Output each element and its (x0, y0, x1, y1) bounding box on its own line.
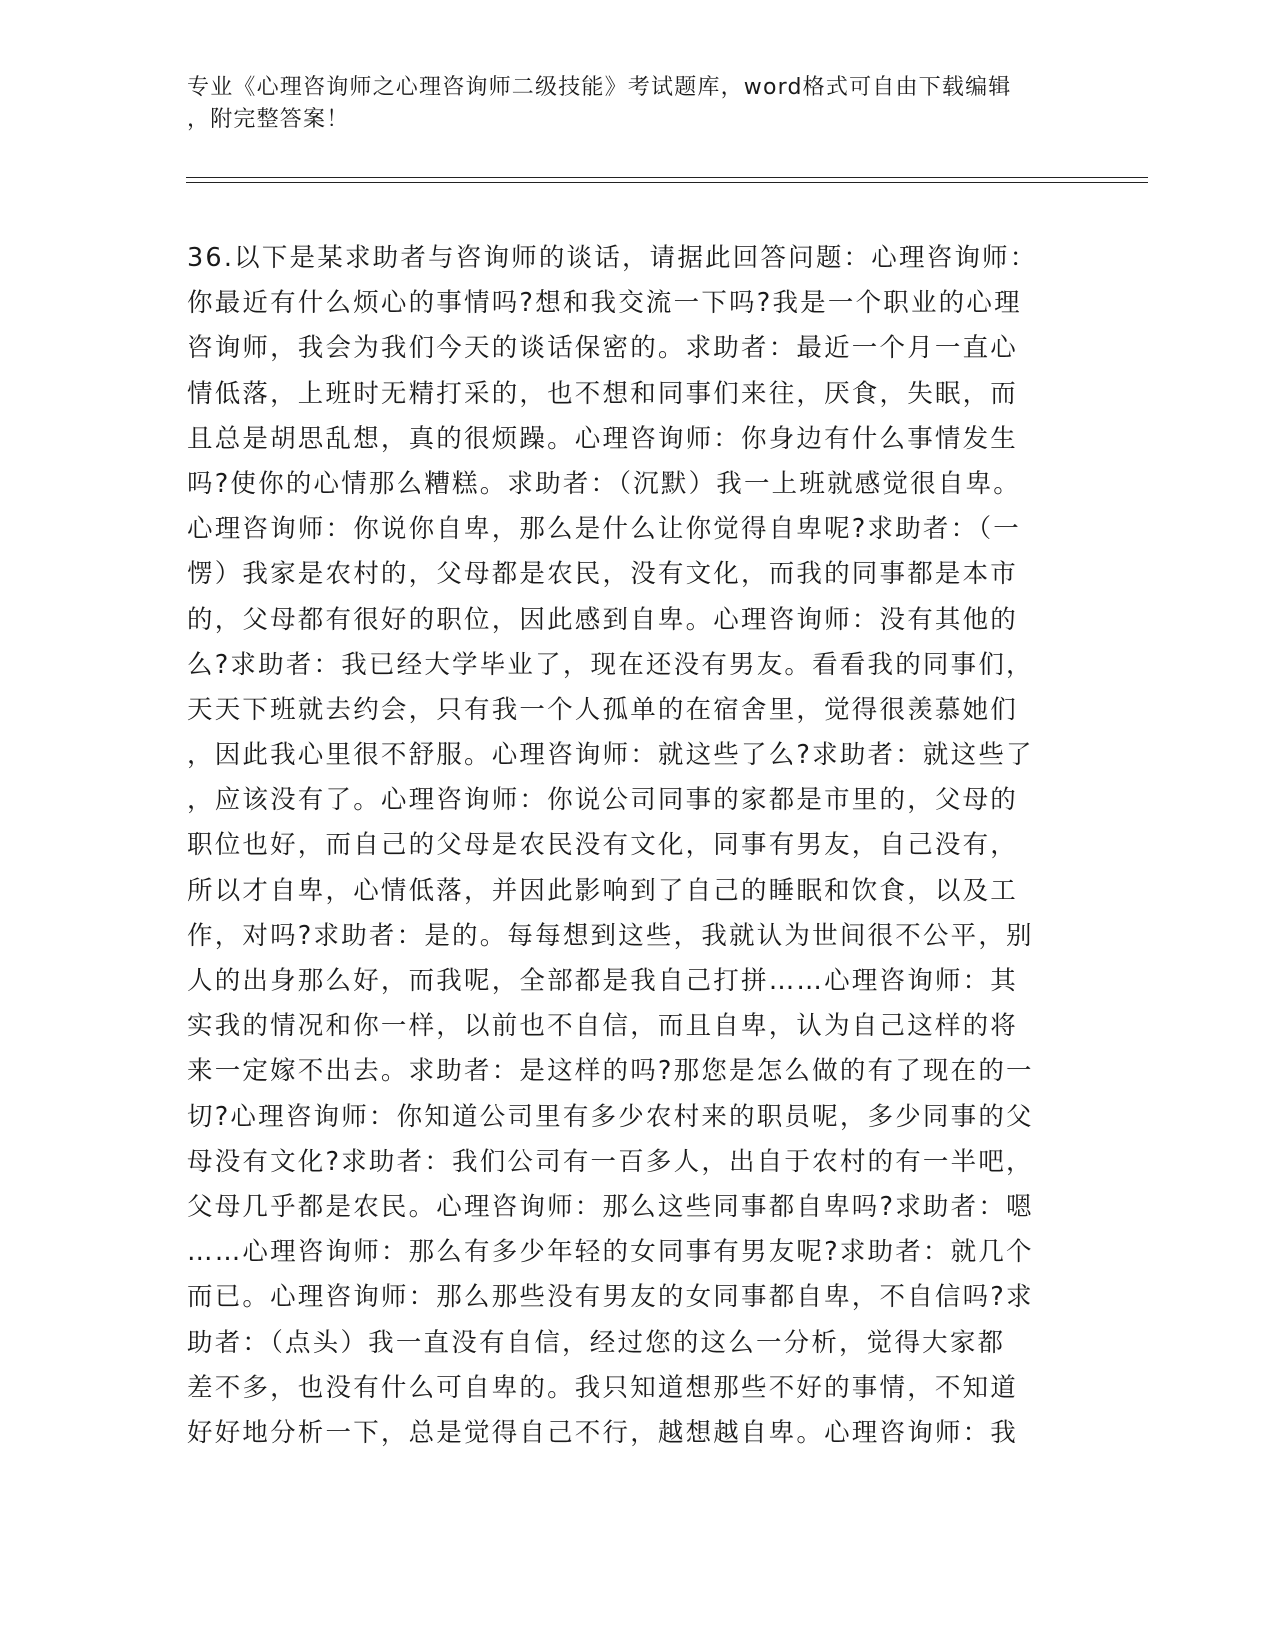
text-line: 愣）我家是农村的，父母都是农民，没有文化，而我的同事都是本市 (187, 559, 1019, 590)
header-line: ，附完整答案！ (187, 107, 350, 132)
text-line: 么?求助者：我已经大学毕业了，现在还没有男友。看看我的同事们， (187, 649, 1034, 680)
text-line: 天天下班就去约会，只有我一个人孤单的在宿舍里，觉得很羡慕她们 (187, 694, 1019, 725)
header-divider-top (186, 177, 1148, 178)
text-line: 你最近有什么烦心的事情吗?想和我交流一下吗?我是一个职业的心理 (187, 288, 1022, 319)
text-line: 且总是胡思乱想，真的很烦躁。心理咨询师：你身边有什么事情发生 (187, 423, 1019, 454)
text-line: 职位也好，而自己的父母是农民没有文化，同事有男友，自己没有， (187, 830, 1019, 861)
header-line: 专业《心理咨询师之心理咨询师二级技能》考试题库，word格式可自由下载编辑 (187, 75, 1012, 100)
text-line: ……心理咨询师：那么有多少年轻的女同事有男友呢?求助者：就几个 (187, 1237, 1034, 1268)
header-divider-bottom (186, 182, 1148, 183)
text-line: 好好地分析一下，总是觉得自己不行，越想越自卑。心理咨询师：我 (187, 1417, 1019, 1448)
text-line: 人的出身那么好，而我呢，全部都是我自己打拼……心理咨询师：其 (187, 966, 1019, 996)
text-line: 咨询师，我会为我们今天的谈话保密的。求助者：最近一个月一直心 (187, 333, 1019, 364)
text-line: 情低落，上班时无精打采的，也不想和同事们来往，厌食，失眠，而 (187, 378, 1019, 409)
question-36-text (187, 236, 1067, 1456)
text-line: 实我的情况和你一样，以前也不自信，而且自卑，认为自己这样的将 (187, 1011, 1019, 1042)
text-line: 所以才自卑，心情低落，并因此影响到了自己的睡眠和饮食，以及工 (187, 875, 1019, 906)
text-line: 切?心理咨询师：你知道公司里有多少农村来的职员呢，多少同事的父 (187, 1101, 1034, 1132)
text-line: 差不多，也没有什么可自卑的。我只知道想那些不好的事情，不知道 (187, 1372, 1019, 1403)
text-line: 父母几乎都是农民。心理咨询师：那么这些同事都自卑吗?求助者：嗯 (187, 1191, 1034, 1222)
text-line: 作，对吗?求助者：是的。每每想到这些，我就认为世间很不公平，别 (187, 920, 1034, 951)
text-line: 来一定嫁不出去。求助者：是这样的吗?那您是怎么做的有了现在的一 (187, 1056, 1034, 1087)
text-line: 母没有文化?求助者：我们公司有一百多人，出自于农村的有一半吧， (187, 1146, 1034, 1177)
text-line: 助者：（点头）我一直没有自信，经过您的这么一分析，觉得大家都 (187, 1327, 1006, 1358)
text-line: ，因此我心里很不舒服。心理咨询师：就这些了么?求助者：就这些了 (187, 740, 1034, 771)
text-line: ，应该没有了。心理咨询师：你说公司同事的家都是市里的，父母的 (187, 785, 1019, 816)
text-line: 36.以下是某求助者与咨询师的谈话，请据此回答问题：心理咨询师： (187, 243, 1038, 273)
text-line: 的，父母都有很好的职位，因此感到自卑。心理咨询师：没有其他的 (187, 604, 1019, 635)
text-line: 而已。心理咨询师：那么那些没有男友的女同事都自卑，不自信吗?求 (187, 1282, 1034, 1313)
text-line: 心理咨询师：你说你自卑，那么是什么让你觉得自卑呢?求助者：（一 (187, 514, 1021, 545)
page-header (187, 72, 1067, 136)
text-line: 吗?使你的心情那么糟糕。求助者：（沉默）我一上班就感觉很自卑。 (187, 468, 1021, 499)
